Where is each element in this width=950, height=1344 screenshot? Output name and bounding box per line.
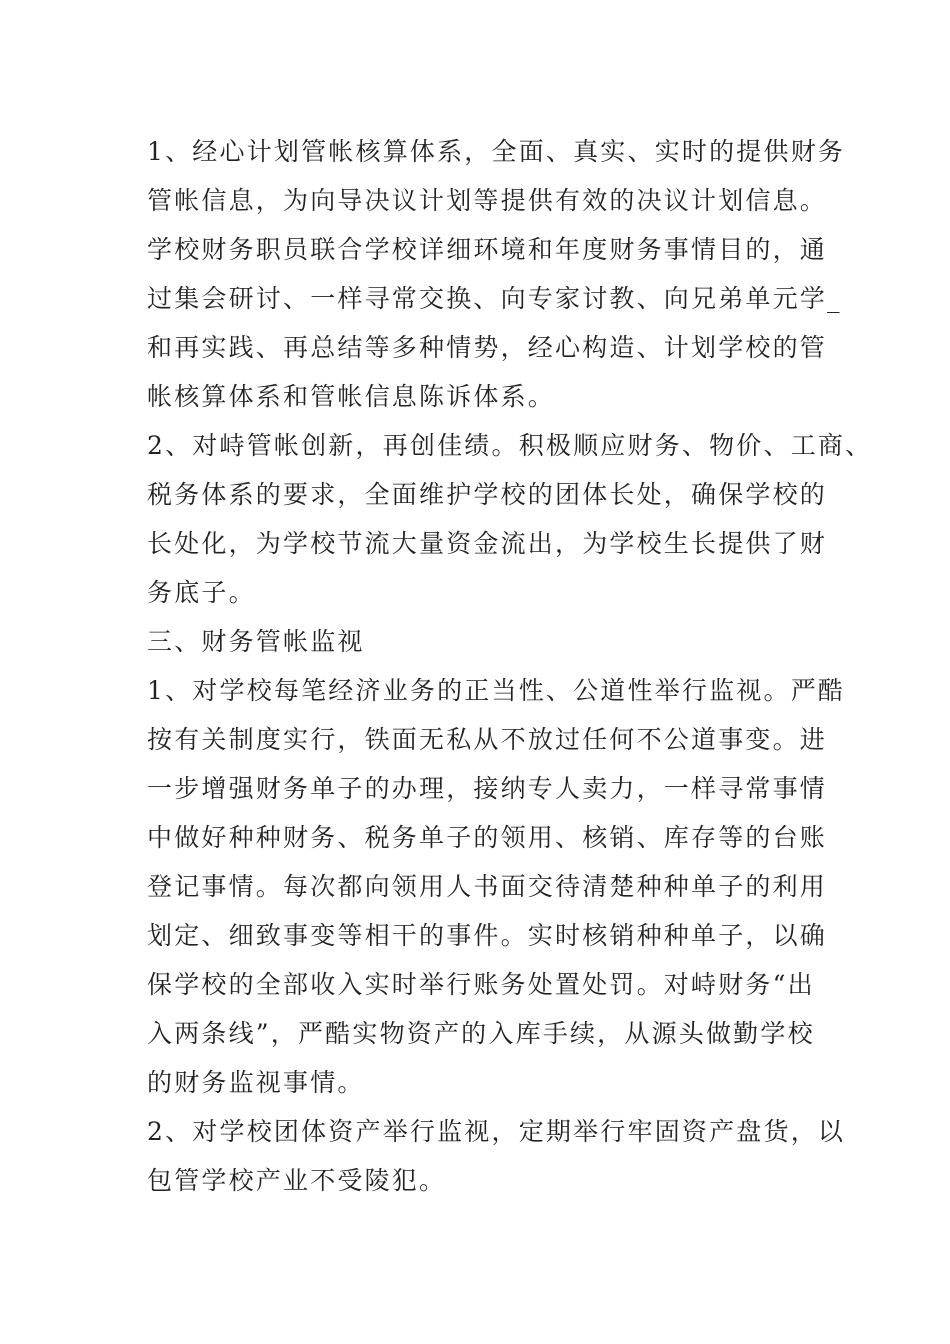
text-line: 税务体系的要求，全面维护学校的团体长处，确保学校的 bbox=[147, 480, 828, 509]
text-line: 过集会研讨、一样寻常交换、向专家讨教、向兄弟单元学_ bbox=[147, 284, 842, 313]
text-line: 登记事情。每次都向领用人书面交待清楚种种单子的利用 bbox=[147, 872, 828, 901]
text-line: 按有关制度实行，铁面无私从不放过任何不公道事变。进 bbox=[147, 725, 828, 754]
text-line: 保学校的全部收入实时举行账务处置处罚。对峙财务“出 bbox=[147, 970, 815, 999]
text-line: 和再实践、再总结等多种情势，经心构造、计划学校的管 bbox=[147, 333, 828, 362]
text-line: 中做好种种财务、税务单子的领用、核销、库存等的台账 bbox=[147, 823, 828, 852]
text-line: 管帐信息，为向导决议计划等提供有效的决议计划信息。 bbox=[147, 186, 828, 215]
text-line: 入两条线”，严酷实物资产的入库手续，从源头做勤学校 bbox=[147, 1019, 815, 1048]
text-line: 务底子。 bbox=[147, 578, 256, 607]
text-line: 帐核算体系和管帐信息陈诉体系。 bbox=[147, 382, 556, 411]
text-line: 一步增强财务单子的办理，接纳专人卖力，一样寻常事情 bbox=[147, 774, 828, 803]
text-line: 包管学校产业不受陵犯。 bbox=[147, 1166, 447, 1195]
text-line: 1、对学校每笔经济业务的正当性、公道性举行监视。严酷 bbox=[147, 676, 846, 705]
text-line: 1、经心计划管帐核算体系，全面、真实、实时的提供财务 bbox=[147, 137, 846, 166]
text-line: 长处化，为学校节流大量资金流出，为学校生长提供了财 bbox=[147, 529, 828, 558]
document-body bbox=[147, 127, 873, 1205]
section-heading: 三、财务管帐监视 bbox=[147, 627, 365, 656]
text-line: 学校财务职员联合学校详细环境和年度财务事情目的，通 bbox=[147, 235, 828, 264]
text-line: 划定、细致事变等相干的事件。实时核销种种单子，以确 bbox=[147, 921, 828, 950]
text-line: 2、对峙管帐创新，再创佳绩。积极顺应财务、物价、工商、 bbox=[147, 431, 873, 460]
text-line: 2、对学校团体资产举行监视，定期举行牢固资产盘货，以 bbox=[147, 1117, 846, 1146]
text-line: 的财务监视事情。 bbox=[147, 1068, 365, 1097]
